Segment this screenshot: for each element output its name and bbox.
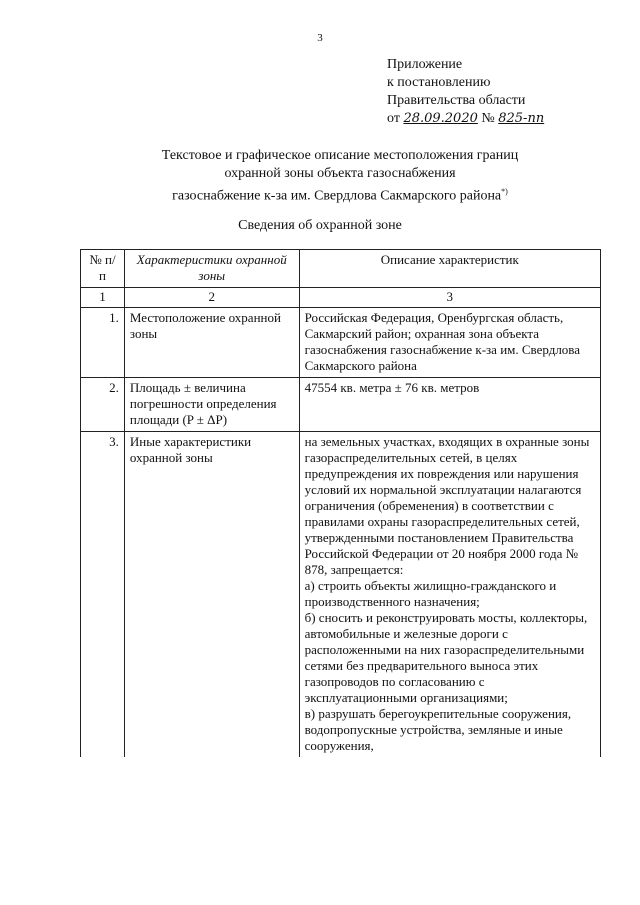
title-line1: Текстовое и графическое описание местоположения границ — [161, 148, 519, 163]
appendix-line1: Приложение — [387, 57, 463, 72]
appendix-block — [387, 56, 544, 128]
title-line2: охранной зоны объекта газоснабжения — [224, 166, 456, 181]
description-paragraph: б) сносить и реконструировать мосты, коллекторы, автомобильные и железные дороги с расположенными на них газораспределительными сетями без предварительного выноса этих газопроводов по согласованию с эксплуатационными организациями; — [304, 610, 588, 705]
number-label: № — [481, 111, 495, 126]
handwritten-date: 28.09.2020 — [403, 111, 478, 126]
row-characteristic: Иные характеристики охранной зоны — [124, 432, 299, 758]
column-number: 3 — [299, 288, 600, 308]
footnote-mark: *) — [501, 187, 508, 196]
from-label: от — [387, 111, 400, 126]
column-number: 2 — [124, 288, 299, 308]
row-number: 1. — [81, 308, 125, 378]
handwritten-number: 825-пп — [498, 111, 545, 126]
page-number: 3 — [317, 32, 323, 44]
description-paragraph: а) строить объекты жилищно-гражданского и производственного назначения; — [304, 578, 557, 609]
table-header-row — [81, 250, 601, 288]
appendix-line2: к постановлению — [387, 75, 491, 90]
description-paragraph: в) разрушать берегоукрепительные сооружения, водопропускные устройства, земляные и иные сооружения, — [304, 706, 572, 753]
description-paragraph: на земельных участках, входящих в охранные зоны газораспределительных сетей, в целях предупреждения их повреждения или нарушения условий их нормальной эксплуатации налагаются ограничения (обременения) в соответствии с правилами охраны газораспределительных сетей, утвержденными постановлением Правительства Российской Федерации от 20 ноября 2000 года № 878, запрещается: — [304, 434, 590, 577]
appendix-line3: Правительства области — [387, 93, 526, 108]
header-number: № п/п — [81, 250, 125, 288]
header-description: Описание характеристик — [299, 250, 600, 288]
row-description: Российская Федерация, Оренбургская область, Сакмарский район; охранная зона объекта газоснабжения газоснабжение к-за им. Свердлова Сакмарского района — [299, 308, 600, 378]
document-title — [60, 147, 620, 206]
appendix-date-line — [387, 110, 544, 128]
row-number: 3. — [81, 432, 125, 758]
header-characteristics: Характеристики охранной зоны — [124, 250, 299, 288]
title-line3 — [60, 183, 620, 206]
table-row — [81, 432, 601, 758]
row-number: 2. — [81, 378, 125, 432]
zone-table — [80, 249, 601, 757]
row-characteristic: Местоположение охранной зоны — [124, 308, 299, 378]
section-title: Сведения об охранной зоне — [238, 218, 402, 233]
column-number: 1 — [81, 288, 125, 308]
title-line3-text: газоснабжение к-за им. Свердлова Сакмарского района — [172, 188, 502, 204]
row-characteristic: Площадь ± величина погрешности определения площади (P ± ΔP) — [124, 378, 299, 432]
row-description: 47554 кв. метра ± 76 кв. метров — [299, 378, 600, 432]
row-description — [299, 432, 600, 758]
table-row — [81, 308, 601, 378]
table-row — [81, 378, 601, 432]
column-number-row — [81, 288, 601, 308]
